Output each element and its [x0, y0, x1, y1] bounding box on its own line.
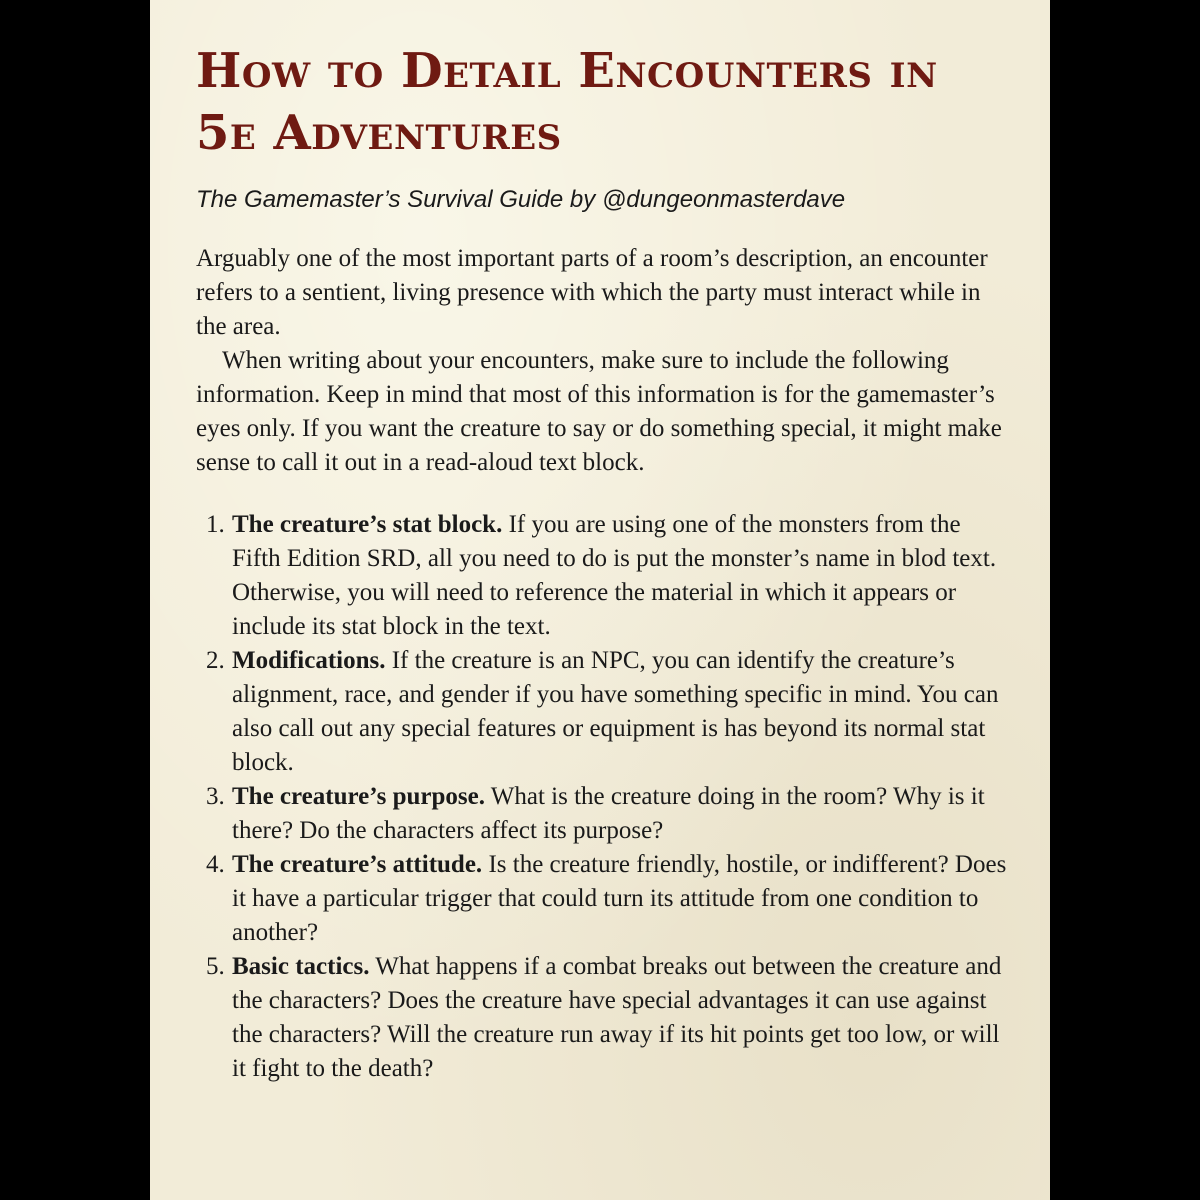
- list-item-text: Is the creature friendly, hostile, or indifferent? Does it have a particular trigger that could turn its attitude from one condition to another?: [232, 851, 1007, 946]
- list-item-number: 3.: [206, 783, 225, 810]
- list-item-lead: The creature’s purpose.: [232, 783, 485, 810]
- intro-paragraph: Arguably one of the most important parts of a room’s description, an encounter refers to a sentient, living presence with which the party must interact while in the area.: [196, 245, 988, 340]
- subtitle: The Gamemaster’s Survival Guide by @dungeonmasterdave: [196, 186, 846, 213]
- list-item-lead: The creature’s stat block.: [232, 511, 503, 538]
- instructions-paragraph: When writing about your encounters, make sure to include the following information. Keep in mind that most of this information is for the gamemaster’s eyes only. If you want the creature to say or do something special, it might make sense to call it out in a read-aloud text block.: [196, 347, 1002, 476]
- list-item-text: If you are using one of the monsters from the Fifth Edition SRD, all you need to do is put the monster’s name in blod text. Otherwise, you will need to reference the material in which it appears or include its stat block in the text.: [232, 511, 997, 640]
- list-item: [196, 848, 1014, 950]
- list-item: [196, 644, 1014, 780]
- list-item-lead: Modifications.: [232, 647, 386, 674]
- list-item: [196, 950, 1014, 1086]
- list-item-text: What is the creature doing in the room? Why is it there? Do the characters affect its purpose?: [232, 783, 985, 844]
- list-item-text: What happens if a combat breaks out between the creature and the characters? Does the creature have special advantages it can use against the characters? Will the creature run away if its hit points get too low, or will it fight to the death?: [232, 953, 1002, 1082]
- list-item-lead: Basic tactics.: [232, 953, 370, 980]
- list-item-text: If the creature is an NPC, you can identify the creature’s alignment, race, and gender if you have something specific in mind. You can also call out any special features or equipment is has beyond its normal stat block.: [232, 647, 999, 776]
- list-item-number: 1.: [206, 511, 225, 538]
- page-title: How to Detail Encounters in 5e Adventures: [196, 43, 938, 161]
- list-item: [196, 508, 1014, 644]
- list-item-number: 5.: [206, 953, 225, 980]
- list-item: [196, 780, 1014, 848]
- encounter-details-list: [196, 508, 1014, 1086]
- document-page: [150, 0, 1050, 1200]
- list-item-number: 4.: [206, 851, 225, 878]
- list-item-number: 2.: [206, 647, 225, 674]
- list-item-lead: The creature’s attitude.: [232, 851, 483, 878]
